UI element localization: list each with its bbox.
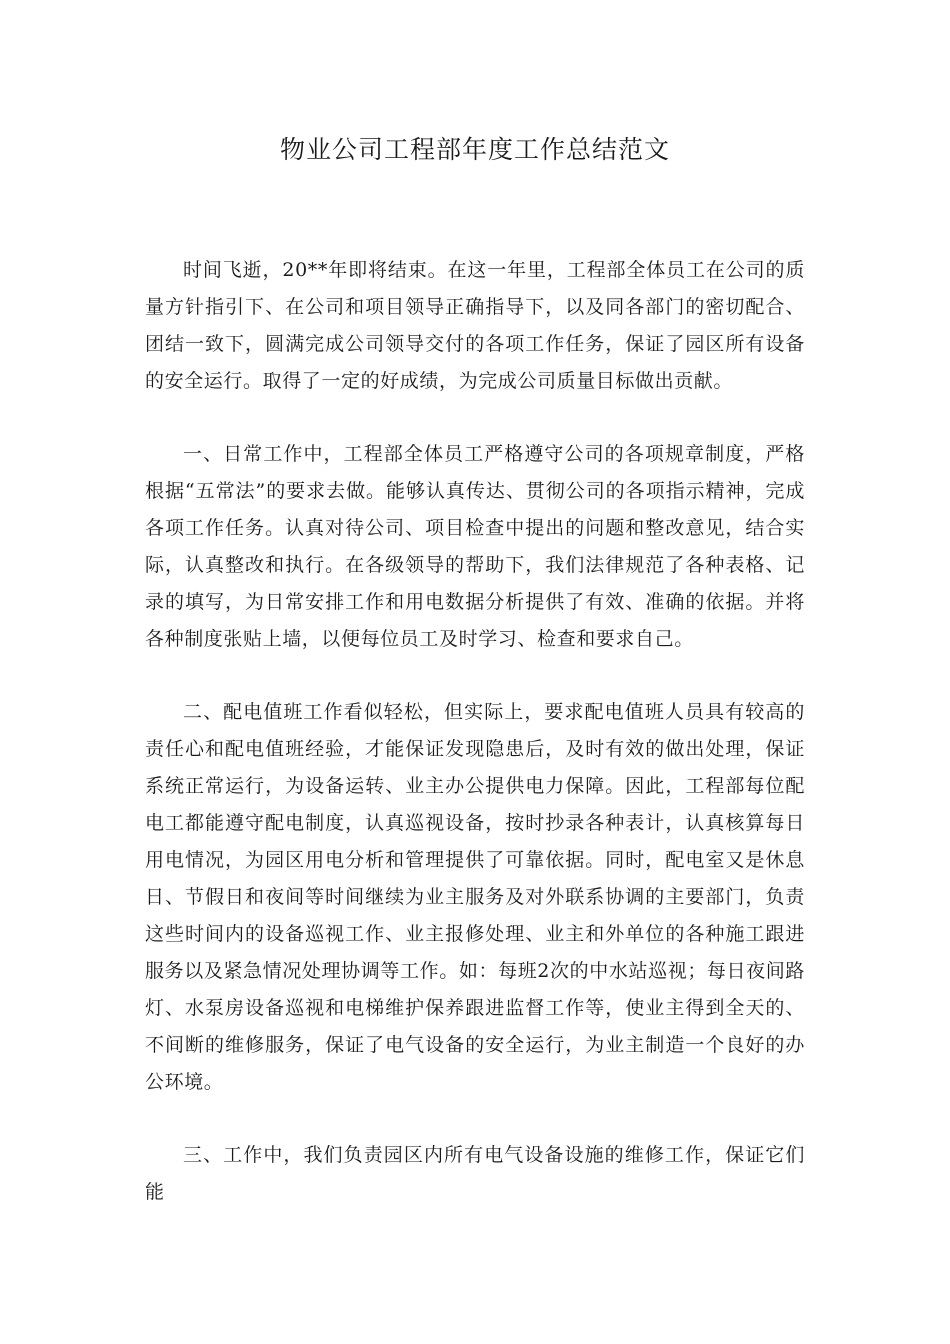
- paragraph-section-2: 二、配电值班工作看似轻松，但实际上，要求配电值班人员具有较高的责任心和配电值班经验，才能保证发现隐患后，及时有效的做出处理，保证系统正常运行，为设备运转、业主办公提供电力保障。因此，工程部每位配电工都能遵守配电制度，认真巡视设备，按时抄录各种表计，认真核算每日用电情况，为园区用电分析和管理提供了可靠依据。同时，配电室又是休息日、节假日和夜间等时间继续为业主服务及对外联系协调的主要部门，负责这些时间内的设备巡视工作、业主报修处理、业主和外单位的各种施工跟进服务以及紧急情况处理协调等工作。如：每班2次的中水站巡视；每日夜间路灯、水泵房设备巡视和电梯维护保养跟进监督工作等，使业主得到全天的、不间断的维修服务，保证了电气设备的安全运行，为业主制造一个良好的办公环境。: [145, 701, 805, 1093]
- paragraph-section-1: 一、日常工作中，工程部全体员工严格遵守公司的各项规章制度，严格根据“五常法”的要求去做。能够认真传达、贯彻公司的各项指示精神，完成各项工作任务。认真对待公司、项目检查中提出的问题和整改意见，结合实际，认真整改和执行。在各级领导的帮助下，我们法律规范了各种表格、记录的填写，为日常安排工作和用电数据分析提供了有效、准确的依据。并将各种制度张贴上墙，以便每位员工及时学习、检查和要求自己。: [145, 443, 805, 650]
- paragraph-section-3: 三、工作中，我们负责园区内所有电气设备设施的维修工作，保证它们能: [145, 1144, 805, 1203]
- document-body: [145, 252, 805, 1247]
- paragraph-intro: 时间飞逝，20**年即将结束。在这一年里，工程部全体员工在公司的质量方针指引下、在公司和项目领导正确指导下，以及同各部门的密切配合、团结一致下，圆满完成公司领导交付的各项工作任务，保证了园区所有设备的安全运行。取得了一定的好成绩，为完成公司质量目标做出贡献。: [145, 259, 805, 392]
- document-title: 物业公司工程部年度工作总结范文: [279, 135, 670, 164]
